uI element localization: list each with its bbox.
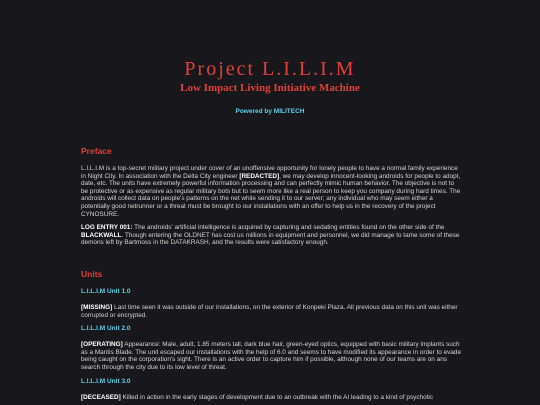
units-heading: Units [81,268,103,279]
unit-2-text: Appearance: Male, adult, 1.85 meters tall, dark blue hair, green-eyed optics, equipped with basic military implants such as a Mantis Blade. The unit escaped our installations with the help of 6.0 and seems to have modified its appearance in order to evade being caught on the corporation's sight. There is an active order to capture him if possible, although none of our teams are on ans search through the city due to its low level of threat. [81,341,462,371]
log-entry-text-a: The androids' artificial intelligence is acquired by capturing and sedating entities found on the other side of the [132,224,445,232]
unit-2-name: L.I.L.I.M Unit 2.0 [81,325,131,333]
preface-heading: Preface [81,146,112,156]
unit-1-status: [MISSING] [81,303,113,311]
unit-3-status: [DECEASED] [81,393,121,401]
preface-text-a: L.I.L.I.M is a top-secret military project under cover of an unoffensive opportunity for lonely people to have a normal family experience in Night City. In association with the Delta City engineer [81,165,458,180]
log-entry-text-b: . Though entering the OLDNET has cost us millions in equipment and personnel, we did manage to tame some of these demons left by Bartmoss in the DATAKRASH, and the results were satisfactory enough. [81,231,460,247]
unit-3-name: L.I.L.I.M Unit 3.0 [81,377,131,385]
preface-paragraph [81,165,462,218]
unit-1-text: Last time seen it was outside of our installations, on the exterior of Konpeki Plaza. All previous data on this unit was either corrupted or encrypted. [81,303,458,319]
main-content [81,146,462,405]
unit-2-description [81,341,462,371]
unit-3-description [81,394,462,402]
blackwall-term: BLACKWALL [81,231,122,239]
preface-text-b: , we may develop innocent-looking androids for people to adopt, date, etc. The units have extremely powerful information processing and can perfectly mimic human behavior. The objective is not to be protective or as expensive as regular military bots but to seem more like a real person to keep you company during hard times. The androids will collect data on people's patterns on the net while sending it to our server; any individual who may seem either a potentially good netrunner or a threat must be brought to our installations with an offer to help us in the recovery of the project CYNOSURE. [81,172,461,218]
unit-1-description [81,304,462,319]
unit-1-name: L.I.L.I.M Unit 1.0 [81,287,131,295]
preface-section [81,146,462,247]
unit-2-status: [OPERATING] [81,341,123,349]
powered-by: Powered by MILITECH [235,108,305,115]
unit-3-text: Killed in action in the early stages of development due to an outbreak with the AI leading to a kind of psychotic [120,393,434,401]
log-entry-paragraph [81,224,462,247]
page-title: Project L.I.L.I.M [184,58,356,80]
log-entry-label: LOG ENTRY 001: [81,224,133,232]
page-header [0,0,540,115]
units-section [81,269,462,401]
page-subtitle: Low Impact Living Initiative Machine [180,82,360,94]
redacted-name: [REDACTED] [239,172,280,180]
